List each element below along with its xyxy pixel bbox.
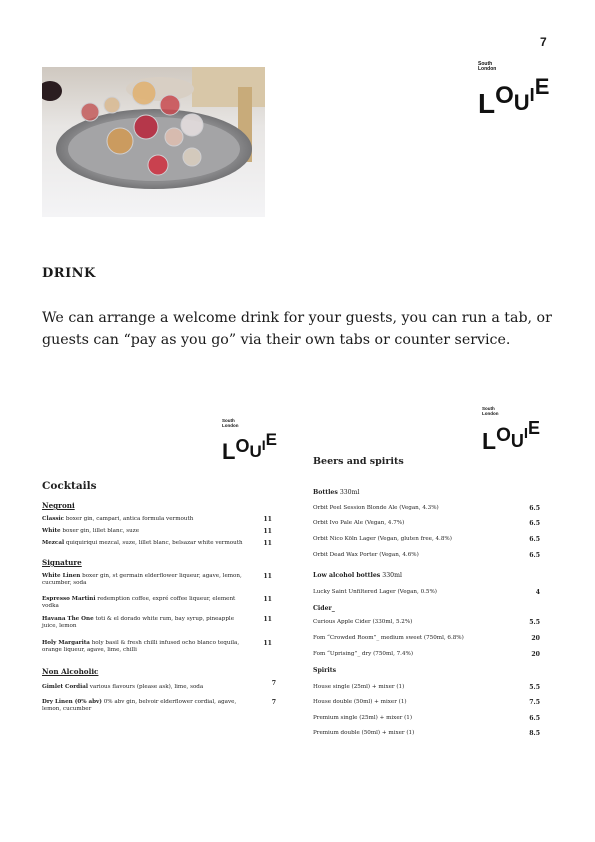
menu-item: House double (50ml) + mixer (1) [313, 699, 407, 705]
menu-item: Fom “Uprising”_ dry (750ml, 7.4%) [313, 651, 414, 657]
menu-item: Premium double (50ml) + mixer (1) [313, 730, 415, 736]
menu-item: Orbit Nico Köln Lager (Vegan, gluten free, 4.8%) [313, 536, 452, 542]
menu-item: Mezcal quiquiriqui mezcal, suze, lillet blanc, belsazar white vermouth [42, 540, 243, 546]
logo-area-text: South London [482, 406, 499, 416]
menu-item: Orbit Peel Session Blonde Ale (Vegan, 4.3%) [313, 505, 439, 511]
item-price: 20 [531, 635, 540, 642]
menu-item: Espresso Martini redemption coffee, expré coffee liqueur, element vodka [42, 596, 236, 609]
section-bottles: Bottles 330ml [313, 489, 360, 496]
logo-letter-l: L [222, 439, 236, 464]
logo-letter-o: O [235, 436, 250, 456]
item-price: 7 [271, 680, 276, 687]
logo-area-text: South London [478, 61, 497, 72]
item-price: 8.5 [529, 730, 540, 737]
logo-letter-i: I [261, 437, 266, 453]
logo-letter-u: U [249, 442, 262, 461]
cocktail-menu-title: Cocktails [42, 480, 97, 492]
logo-letter-u: U [513, 90, 530, 115]
cocktail-tray-photo [42, 67, 265, 217]
item-price: 11 [263, 596, 272, 603]
item-price: 11 [263, 516, 272, 523]
item-price: 7.5 [529, 699, 540, 706]
logo-letter-l: L [482, 428, 497, 454]
item-price: 11 [263, 573, 272, 580]
logo-letter-e: E [528, 418, 541, 438]
beer-menu-logo [482, 406, 540, 453]
menu-item: White boxer gin, lillet blanc, suze [42, 528, 140, 534]
section-negroni: Negroni [42, 501, 75, 510]
section-heading: DRINK [42, 266, 96, 281]
logo-letter-l: L [478, 88, 496, 119]
section-low-alcohol: Low alcohol bottles 330ml [313, 572, 402, 579]
item-price: 5.5 [529, 619, 540, 626]
item-price: 20 [531, 651, 540, 658]
logo-area-text: South London [222, 418, 239, 428]
logo-letter-o: O [496, 425, 511, 446]
menu-item: Havana The One toti & el dorado white rum, bay syrup, pineapple juice, lemon [42, 616, 235, 629]
section-non-alcoholic: Non Alcoholic [42, 667, 99, 676]
menu-item: Dry Linen (0% abv) 0% abv gin, belvoir elderflower cordial, agave, lemon, cucumber [42, 699, 237, 712]
logo-letter-e: E [534, 74, 550, 99]
menu-item: Lucky Saint Unfiltered Lager (Vegan, 0.5%) [313, 589, 437, 595]
logo-letter-i: I [523, 425, 529, 442]
logo-letter-u: U [510, 431, 524, 451]
section-cider: Cider_ [313, 605, 335, 612]
cocktail-menu-logo [222, 418, 277, 463]
menu-item: Gimlet Cordial various flavours (please ask), lime, soda [42, 684, 204, 690]
menu-item: Curious Apple Cider (330ml, 5.2%) [313, 619, 413, 625]
item-price: 11 [263, 528, 272, 535]
page-number: 7 [540, 35, 547, 49]
menu-item: Orbit Ivo Pale Ale (Vegan, 4.7%) [313, 520, 405, 526]
beer-menu-title: Beers and spirits [313, 456, 404, 467]
louie-logo [478, 62, 549, 118]
item-price: 6.5 [529, 520, 540, 527]
logo-letter-i: I [529, 85, 535, 105]
item-price: 7 [271, 699, 276, 706]
section-spirits: Spirits [313, 667, 337, 674]
menu-item: House single (25ml) + mixer (1) [313, 684, 405, 690]
item-price: 11 [263, 540, 272, 547]
item-price: 4 [535, 589, 540, 596]
item-price: 6.5 [529, 552, 540, 559]
logo-letter-o: O [495, 82, 514, 109]
menu-item: White Linen boxer gin, st germain elderflower liqueur, agave, lemon, cucumber, soda [42, 573, 242, 586]
item-price: 5.5 [529, 684, 540, 691]
item-price: 6.5 [529, 715, 540, 722]
item-price: 6.5 [529, 505, 540, 512]
menu-item: Fom “Crowded Room”_ medium sweet (750ml, 6.8%) [313, 635, 464, 641]
item-price: 11 [263, 616, 272, 623]
menu-item: Premium single (25ml) + mixer (1) [313, 715, 412, 721]
logo-letter-e: E [265, 430, 277, 449]
menu-item: Orbit Dead Wax Porter (Vegan, 4.6%) [313, 552, 419, 558]
menu-item: Holy Margarita holy basil & fresh chilli infused ocho blanco tequila, orange liqueur, agave, lime, chilli [42, 640, 240, 653]
menu-item: Classic boxer gin, campari, antica formula vermouth [42, 516, 194, 522]
item-price: 6.5 [529, 536, 540, 543]
item-price: 11 [263, 640, 272, 647]
intro-paragraph: We can arrange a welcome drink for your guests, you can run a tab, or guests can “pay as you go” via their own tabs or counter service. [42, 310, 552, 348]
section-signature: Signature [42, 558, 82, 567]
